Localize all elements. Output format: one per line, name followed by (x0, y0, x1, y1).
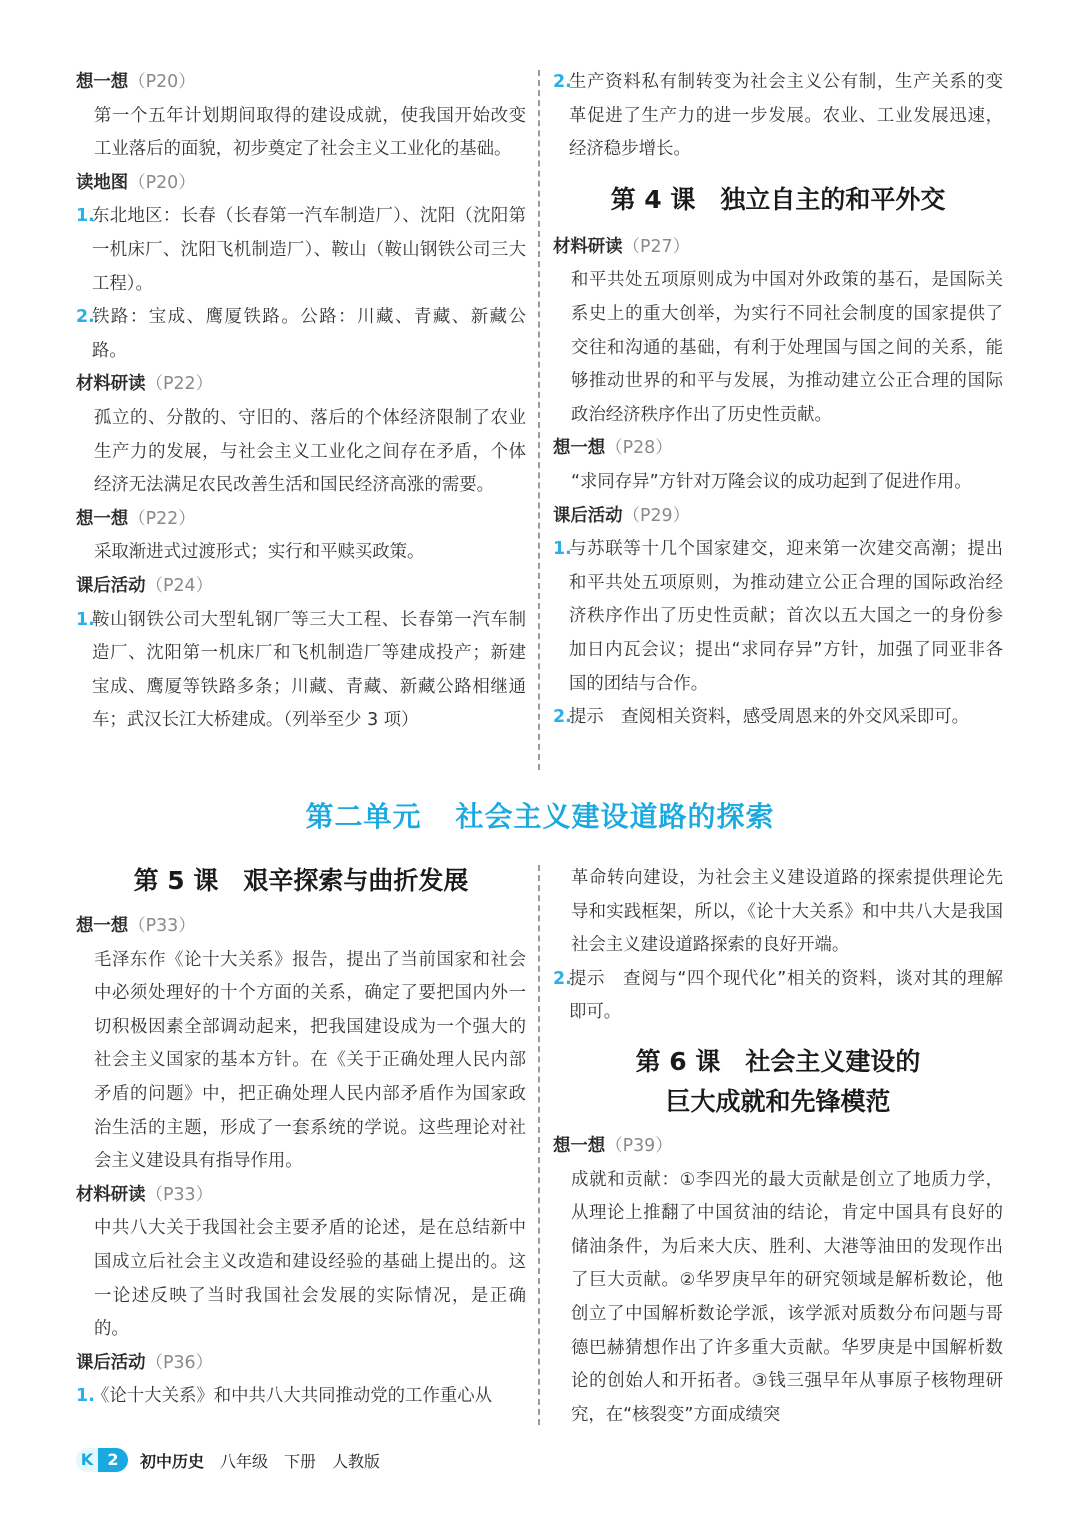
top-left-column (76, 66, 526, 738)
lesson-title: 第 5 课 艰辛探索与曲折发展 (133, 866, 469, 895)
section-text: 中共八大关于我国社会主要矛盾的论述，是在总结新中国成立后社会主义改造和建设经验的基础上提出的。这一论述反映了当时我国社会发展的实际情况，是正确的。 (94, 1218, 526, 1340)
section-heading: 课后活动（P24） (76, 575, 213, 596)
bottom-right-column (553, 862, 1003, 1432)
subject: 初中历史 (140, 1451, 205, 1471)
section-text: 和平共处五项原则成为中国对外政策的基石，是国际关系史上的重大创举，为实行不同社会制度的国家提供了交往和沟通的基础，有利于处理国与国之间的关系，能够推动世界的和平与发展，为推动建立公正合理的国际政治经济秩序作出了历史性贡献。 (571, 270, 1003, 425)
section-text: 采取渐进式过渡形式；实行和平赎买政策。 (94, 542, 425, 563)
section-text: 成就和贡献：①李四光的最大贡献是创立了地质力学，从理论上推翻了中国贫油的结论，肯定中国具有良好的储油条件，为后来大庆、胜利、大港等油田的发现作出了巨大贡献。②华罗庚早年的研究领域是解析数论，他创立了中国解析数论学派，该学派对质数分布问题与哥德巴赫猜想作出了许多重大贡献。华罗庚是中国解析数论的创始人和开拓者。③钱三强早年从事原子核物理研究，在“核裂变”方面成绩突 (571, 1169, 1003, 1425)
list-item: 1. 与苏联等十几个国家建交，迎来第一次建交高潮；提出和平共处五项原则，为推动建立公正合理的国际政治经济秩序作出了历史性贡献；首次以五大国之一的身份参加日内瓦会议；提出“求同存异”方针，加强了同亚非各国的团结与合作。 (553, 539, 1003, 694)
list-item: 1. 东北地区：长春（长春第一汽车制造厂）、沈阳（沈阳第一机床厂、沈阳飞机制造厂）、鞍山（鞍山钢铁公司三大工程）。 (76, 206, 526, 294)
list-item: 2. 提示 查阅相关资料，感受周恩来的外交风采即可。 (553, 707, 969, 728)
page-badge (76, 1448, 128, 1472)
list-item: 2. 生产资料私有制转变为社会主义公有制，生产关系的变革促进了生产力的进一步发展。农业、工业发展迅速，经济稳步增长。 (553, 72, 1003, 160)
page-footer (76, 1447, 396, 1473)
column-divider (538, 70, 540, 770)
list-item: 2. 铁路：宝成、鹰厦铁路。公路：川藏、青藏、新藏公路。 (76, 307, 526, 361)
list-item: 1. 鞍山钢铁公司大型轧钢厂等三大工程、长春第一汽车制造厂、沈阳第一机床厂和飞机制造厂等建成投产；新建宝成、鹰厦等铁路多条；川藏、青藏、新藏公路相继通车；武汉长江大桥建成。（列举至少 3 项） (76, 609, 526, 731)
section-heading: 材料研读（P33） (76, 1184, 213, 1205)
section-heading: 课后活动（P36） (76, 1352, 213, 1373)
edition: 人教版 (332, 1451, 381, 1471)
column-divider (538, 865, 540, 1425)
section-heading: 想一想（P22） (76, 508, 196, 529)
section-heading: 想一想（P33） (76, 916, 196, 936)
unit-name: 社会主义建设道路的探索 (455, 800, 775, 833)
bottom-left-column (76, 862, 526, 1414)
section-text: 革命转向建设，为社会主义建设道路的探索提供理论先导和实践框架，所以，《论十大关系》和中共八大是我国社会主义建设道路探索的良好开端。 (571, 868, 1003, 956)
volume: 下册 (284, 1451, 317, 1471)
section-heading: 材料研读（P22） (76, 374, 213, 395)
lesson-title: 第 4 课 独立自主的和平外交 (610, 184, 946, 214)
section-text: “求同存异”方针对万隆会议的成功起到了促进作用。 (571, 471, 972, 492)
section-heading: 想一想（P28） (553, 438, 673, 459)
section-text: 第一个五年计划期间取得的建设成就，使我国开始改变工业落后的面貌，初步奠定了社会主义工业化的基础。 (94, 105, 526, 160)
section-heading: 课后活动（P29） (553, 505, 690, 526)
list-item: 2. 提示 查阅与“四个现代化”相关的资料，谈对其的理解即可。 (553, 968, 1003, 1023)
top-right-column (553, 66, 1003, 735)
lesson-title (553, 1042, 1003, 1122)
lesson-title-line: 巨大成就和先锋模范 (665, 1086, 891, 1116)
section-heading: 想一想（P20） (76, 72, 196, 92)
grade: 八年级 (220, 1451, 269, 1471)
unit-title (0, 795, 1080, 839)
lesson-title-line: 第 6 课 社会主义建设的 (635, 1046, 921, 1076)
k-logo-icon: K (76, 1448, 98, 1472)
list-item: 1. 《论十大关系》和中共八大共同推动党的工作重心从 (76, 1386, 492, 1407)
page-number: 2 (98, 1448, 128, 1472)
section-heading: 想一想（P39） (553, 1135, 673, 1156)
section-text: 孤立的、分散的、守旧的、落后的个体经济限制了农业生产力的发展，与社会主义工业化之间存在矛盾，个体经济无法满足农民改善生活和国民经济高涨的需要。 (94, 407, 526, 496)
section-heading: 材料研读（P27） (553, 236, 690, 257)
section-heading: 读地图（P20） (76, 172, 196, 193)
section-text: 毛泽东作《论十大关系》报告，提出了当前国家和社会中必须处理好的十个方面的关系，确定了要把国内外一切积极因素全部调动起来，把我国建设成为一个强大的社会主义国家的基本方针。在《关于正确处理人民内部矛盾的问题》中，把正确处理人民内部矛盾作为国家政治生活的主题，形成了一套系统的学说。这些理论对社会主义建设具有指导作用。 (94, 949, 526, 1172)
unit-label: 第二单元 (305, 800, 422, 833)
